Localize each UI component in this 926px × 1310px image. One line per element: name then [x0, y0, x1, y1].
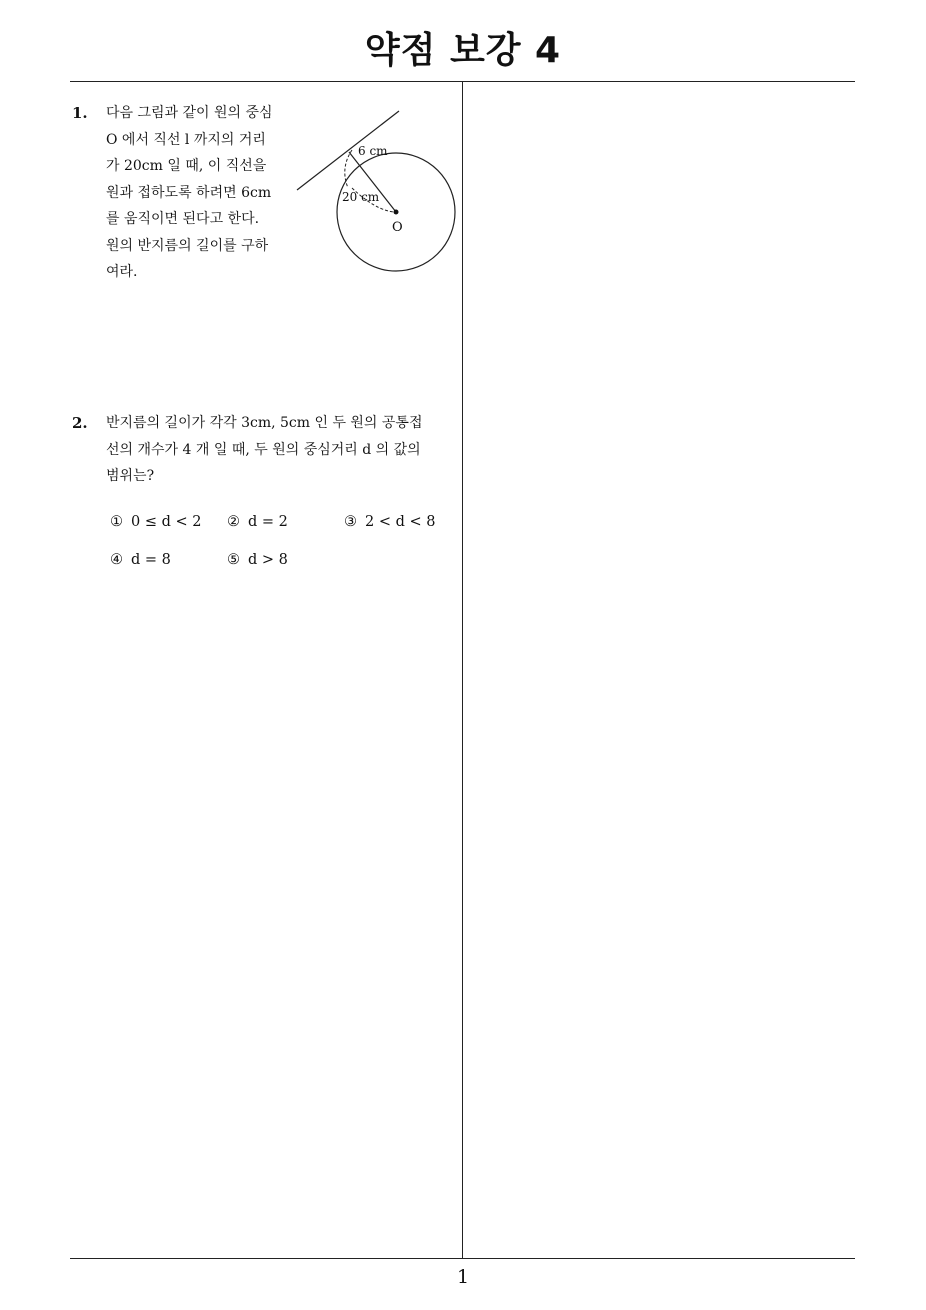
choice-text: d = 8	[131, 552, 171, 568]
bottom-rule	[70, 1258, 855, 1259]
choice-text: 0 ≤ d < 2	[131, 514, 202, 530]
choice-3[interactable]	[344, 514, 435, 530]
question-2-line: 반지름의 길이가 각각 3cm, 5cm 인 두 원의 공통접	[106, 415, 423, 431]
choice-4[interactable]	[110, 552, 171, 568]
question-2-line: 범위는?	[106, 468, 155, 484]
question-1-line: 여라.	[106, 264, 138, 280]
distance-label: 20 cm	[342, 190, 380, 204]
question-2-number: 2.	[72, 414, 88, 432]
choice-text: d > 8	[248, 552, 288, 568]
question-1-line: 를 움직이면 된다고 한다.	[106, 211, 260, 227]
question-1-line: 원과 접하도록 하려면 6cm	[106, 184, 272, 201]
question-1-number: 1.	[72, 104, 88, 122]
shift-arc	[345, 150, 352, 188]
question-2-line: 선의 개수가 4 개 일 때, 두 원의 중심거리 d 의 값의	[106, 441, 421, 458]
page-title: 약점 보강 4	[364, 30, 562, 71]
question-1-text	[106, 100, 273, 286]
choice-text: 2 < d < 8	[365, 514, 436, 530]
question-1-line: 가 20cm 일 때, 이 직선을	[106, 158, 267, 174]
center-point	[394, 210, 399, 215]
page-number: 1	[456, 1266, 470, 1288]
choice-mark: ④	[110, 552, 123, 568]
shift-label: 6 cm	[358, 144, 388, 158]
choice-5[interactable]	[227, 552, 288, 568]
choice-mark: ①	[110, 514, 123, 530]
question-1-line: 원의 반지름의 길이를 구하	[106, 237, 269, 254]
choice-mark: ②	[227, 514, 240, 530]
choice-1[interactable]	[110, 514, 201, 530]
choice-mark: ⑤	[227, 552, 240, 568]
choice-2[interactable]	[227, 514, 288, 530]
question-1-line: 다음 그림과 같이 원의 중심	[106, 105, 273, 121]
choice-text: d = 2	[248, 514, 288, 530]
center-label: O	[392, 220, 403, 235]
question-2-text	[106, 410, 422, 490]
choice-mark: ③	[344, 514, 357, 530]
question-1-line: O 에서 직선 l 까지의 거리	[106, 131, 266, 148]
question-1-figure	[290, 100, 465, 280]
